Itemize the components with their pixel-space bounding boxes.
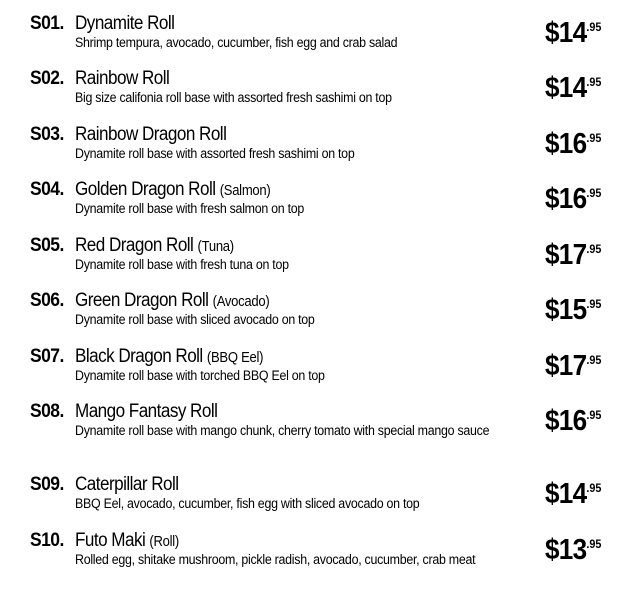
item-name: Black Dragon Roll xyxy=(75,346,203,367)
item-note: (Roll) xyxy=(149,534,179,550)
item-title xyxy=(75,235,234,258)
item-description: Dynamite roll base with sliced avocado on top xyxy=(75,312,315,327)
item-note: (Salmon) xyxy=(219,183,271,199)
item-description: BBQ Eel, avocado, cucumber, fish egg with sliced avocado on top xyxy=(75,496,420,511)
price-cents: .95 xyxy=(586,242,602,256)
item-name: Golden Dragon Roll xyxy=(75,179,216,200)
item-code: S01. xyxy=(30,13,64,34)
item-name: Rainbow Dragon Roll xyxy=(75,124,227,145)
item-description: Rolled egg, shitake mushroom, pickle radish, avocado, cucumber, crab meat xyxy=(75,552,476,567)
item-code: S04. xyxy=(30,179,64,200)
price-dollars: $17 xyxy=(545,350,587,382)
item-code: S08. xyxy=(30,401,64,422)
price-dollars: $14 xyxy=(545,72,587,104)
item-price xyxy=(545,73,601,103)
item-price xyxy=(545,479,601,509)
item-price xyxy=(545,184,601,214)
price-dollars: $16 xyxy=(545,183,587,215)
price-dollars: $13 xyxy=(545,534,587,566)
item-name: Rainbow Roll xyxy=(75,68,170,89)
item-title xyxy=(75,530,179,553)
item-title xyxy=(75,290,269,313)
item-code: S02. xyxy=(30,68,64,89)
item-name: Futo Maki xyxy=(75,530,146,551)
item-price xyxy=(545,18,601,48)
item-code: S05. xyxy=(30,235,64,256)
price-cents: .95 xyxy=(586,297,602,311)
price-cents: .95 xyxy=(586,408,602,422)
price-dollars: $17 xyxy=(545,239,587,271)
item-name: Green Dragon Roll xyxy=(75,290,209,311)
price-cents: .95 xyxy=(586,131,602,145)
item-title xyxy=(75,13,174,36)
item-title xyxy=(75,474,179,497)
item-code: S09. xyxy=(30,474,64,495)
item-description: Dynamite roll base with mango chunk, cherry tomato with special mango sauce xyxy=(75,423,490,438)
price-cents: .95 xyxy=(586,537,602,551)
item-title xyxy=(75,346,263,369)
price-dollars: $14 xyxy=(545,478,587,510)
price-cents: .95 xyxy=(586,481,602,495)
item-code: S07. xyxy=(30,346,64,367)
item-description: Dynamite roll base with fresh salmon on top xyxy=(75,201,305,216)
item-name: Mango Fantasy Roll xyxy=(75,401,218,422)
price-dollars: $15 xyxy=(545,294,587,326)
price-cents: .95 xyxy=(586,353,602,367)
item-description: Dynamite roll base with fresh tuna on top xyxy=(75,257,289,272)
item-description: Shrimp tempura, avocado, cucumber, fish egg and crab salad xyxy=(75,35,398,50)
item-name: Red Dragon Roll xyxy=(75,235,194,256)
item-code: S06. xyxy=(30,290,64,311)
item-code: S10. xyxy=(30,530,64,551)
item-price xyxy=(545,240,601,270)
price-cents: .95 xyxy=(586,186,602,200)
price-cents: .95 xyxy=(586,75,602,89)
item-description: Dynamite roll base with assorted fresh sashimi on top xyxy=(75,146,355,161)
price-dollars: $16 xyxy=(545,405,587,437)
item-title xyxy=(75,179,270,202)
item-note: (Tuna) xyxy=(197,239,234,255)
item-price xyxy=(545,129,601,159)
item-title xyxy=(75,124,226,147)
item-price xyxy=(545,406,601,436)
item-name: Caterpillar Roll xyxy=(75,474,179,495)
item-title xyxy=(75,68,169,91)
item-price xyxy=(545,295,601,325)
item-title xyxy=(75,401,217,424)
item-description: Dynamite roll base with torched BBQ Eel on top xyxy=(75,368,325,383)
price-dollars: $16 xyxy=(545,128,587,160)
item-code: S03. xyxy=(30,124,64,145)
price-dollars: $14 xyxy=(545,17,587,49)
item-name: Dynamite Roll xyxy=(75,13,175,34)
item-price xyxy=(545,535,601,565)
item-description: Big size califonia roll base with assorted fresh sashimi on top xyxy=(75,90,392,105)
item-note: (Avocado) xyxy=(212,294,270,310)
item-note: (BBQ Eel) xyxy=(206,350,264,366)
item-price xyxy=(545,351,601,381)
price-cents: .95 xyxy=(586,20,602,34)
